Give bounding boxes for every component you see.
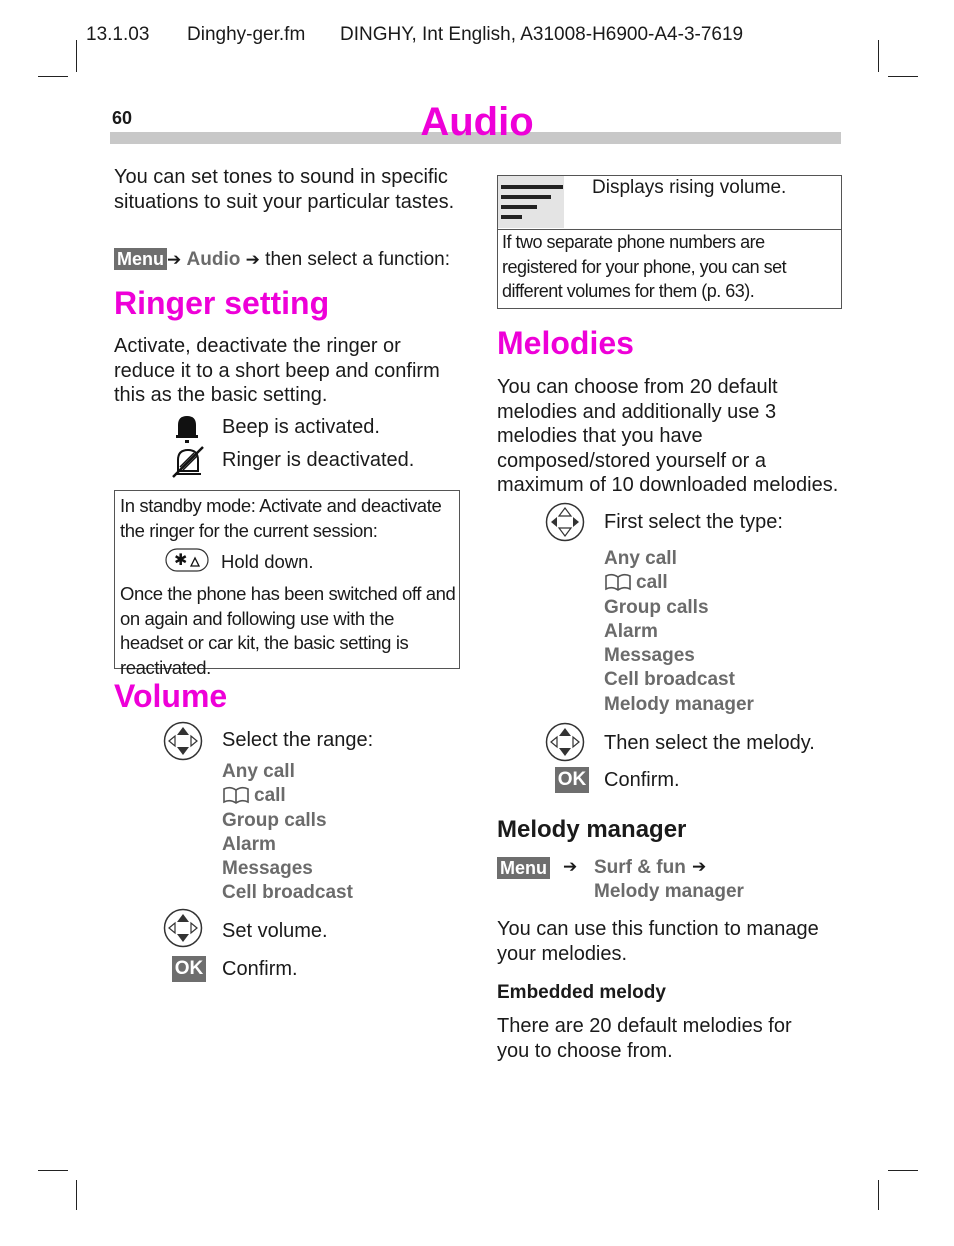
- set-volume-text: Set volume.: [222, 920, 328, 942]
- phonebook-icon: [222, 786, 250, 804]
- crop-mark: [878, 1180, 879, 1210]
- phonebook-icon: [604, 573, 632, 591]
- tip-line2: Once the phone has been switched off and on again and following use with the headset or car kit, the basic setting is reactivated.: [120, 583, 456, 678]
- crop-mark: [878, 40, 879, 72]
- star-key-icon: [165, 548, 209, 572]
- crop-mark: [888, 76, 918, 77]
- volume-range-list: [222, 760, 442, 906]
- menu-key: Menu: [114, 248, 167, 270]
- intro-text: You can set tones to sound in specific situations to suit your particular tastes.: [114, 166, 455, 213]
- arrow-icon: ➔: [245, 250, 260, 269]
- menu-key: Menu: [497, 857, 550, 879]
- page-reference: (p. 63).: [701, 281, 755, 301]
- list-item: Cell broadcast: [222, 882, 353, 904]
- ringer-off-text: Ringer is deactivated.: [222, 449, 415, 471]
- arrow-icon: ➔: [167, 250, 182, 269]
- ok-key-icon: OK: [172, 956, 206, 982]
- manager-menu-path: [497, 857, 550, 880]
- select-range-text: Select the range:: [222, 729, 374, 751]
- manager-text: You can use this function to manage your melodies.: [497, 918, 819, 965]
- beep-text: Beep is activated.: [222, 416, 380, 438]
- melodies-heading: Melodies: [497, 325, 634, 361]
- list-item: call: [604, 571, 824, 595]
- ringer-heading: Ringer setting: [114, 285, 330, 321]
- rising-volume-icon: [498, 176, 564, 228]
- header-file: Dinghy-ger.fm: [187, 24, 306, 45]
- page-title: Audio: [420, 100, 534, 144]
- list-item: call: [222, 784, 442, 808]
- melody-type-list: [604, 547, 824, 717]
- tip-line1: In standby mode: Activate and deactivate the ringer for the current session:: [120, 495, 442, 541]
- navigation-key-icon: [545, 722, 585, 762]
- embedded-melody-heading: Embedded melody: [497, 982, 666, 1003]
- crop-mark: [76, 40, 77, 72]
- navigation-key-icon: [545, 502, 585, 542]
- list-item: Any call: [604, 548, 677, 569]
- then-select-text: Then select the melody.: [604, 732, 815, 754]
- navigation-key-icon: [163, 908, 203, 948]
- page-number: 60: [112, 108, 133, 128]
- confirm-text: Confirm.: [222, 958, 298, 980]
- crop-mark: [76, 1180, 77, 1210]
- crop-mark: [888, 1170, 918, 1171]
- list-item: Group calls: [222, 809, 327, 831]
- rising-volume-text: Displays rising volume.: [592, 177, 787, 198]
- arrow-icon: ➔: [563, 857, 578, 876]
- hold-down-text: Hold down.: [221, 551, 314, 572]
- confirm-text: Confirm.: [604, 769, 680, 791]
- list-item: Alarm: [222, 833, 276, 855]
- bell-icon: [174, 413, 200, 445]
- list-item: Cell broadcast: [604, 669, 735, 691]
- header-doc: DINGHY, Int English, A31008-H6900-A4-3-7619: [340, 24, 744, 45]
- volume-heading: Volume: [114, 678, 228, 714]
- list-item: Any call: [222, 761, 295, 782]
- navigation-key-icon: [163, 721, 203, 761]
- crop-mark: [38, 76, 68, 77]
- intro-menu-path: [114, 248, 450, 271]
- then-select-text: then select a function:: [265, 249, 451, 270]
- list-item: Group calls: [604, 596, 709, 618]
- arrow-icon: ➔: [692, 857, 707, 876]
- list-item: Messages: [604, 645, 695, 667]
- first-select-text: First select the type:: [604, 511, 783, 533]
- list-item: Messages: [222, 858, 313, 880]
- rising-note: If two separate phone numbers are registered for your phone, you can set different volumes for them (p. 63).: [502, 232, 787, 301]
- menu-item-melody-manager: Melody manager: [594, 881, 744, 902]
- melodies-text: You can choose from 20 default melodies and additionally use 3 melodies that you have composed/stored yourself or a maximum of 10 downloaded melodies.: [497, 376, 839, 496]
- melody-manager-heading: Melody manager: [497, 816, 687, 843]
- menu-item-surf-fun: Surf & fun: [594, 857, 686, 878]
- crop-mark: [38, 1170, 68, 1171]
- svg-text:✱: ✱: [174, 550, 188, 569]
- menu-item-audio: Audio: [186, 249, 241, 270]
- ok-key-icon: OK: [555, 767, 589, 793]
- ringer-text: Activate, deactivate the ringer or reduce it to a short beep and confirm this as the basic setting.: [114, 335, 440, 406]
- list-item: Melody manager: [604, 693, 754, 715]
- embedded-melody-text: There are 20 default melodies for you to choose from.: [497, 1015, 792, 1062]
- bell-off-icon: [170, 445, 206, 479]
- list-item: Alarm: [604, 620, 658, 642]
- header-date: 13.1.03: [86, 24, 150, 45]
